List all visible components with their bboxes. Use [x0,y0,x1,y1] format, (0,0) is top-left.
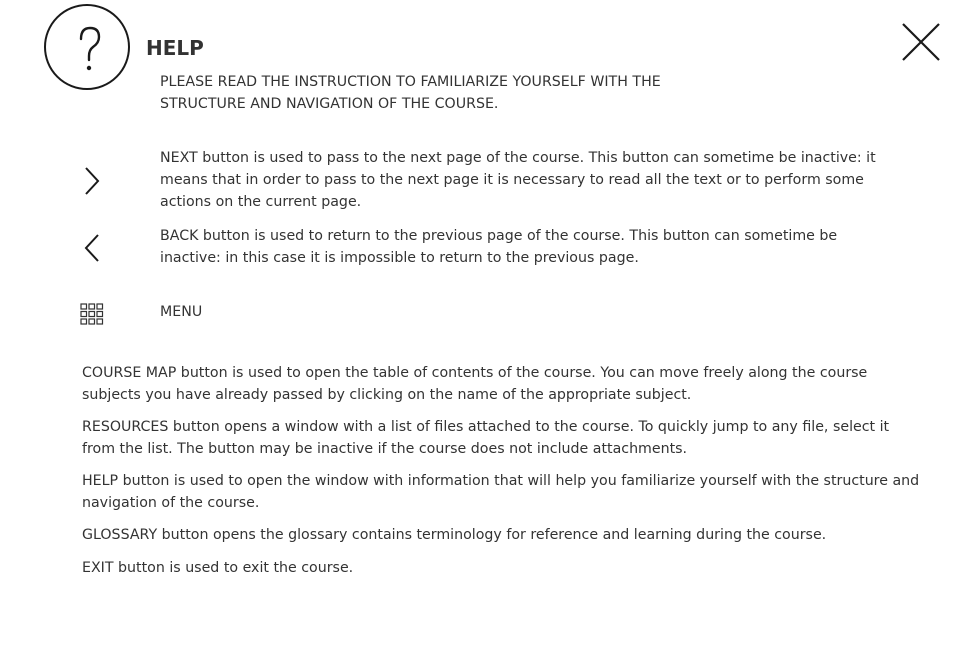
glossary-description: GLOSSARY button opens the glossary contains terminology for reference and learning during the course. [82,527,827,543]
back-button[interactable] [82,233,102,263]
chevron-right-icon[interactable] [82,166,102,196]
chevron-left-icon[interactable] [82,233,102,263]
question-mark-icon [46,6,132,92]
help-icon [44,4,130,90]
next-description: NEXT button is used to pass to the next page of the course. This button can sometime be inactive: it means that in order to pass to the next page it is necessary to read all the text or to perform some actions on the current page. [160,150,876,210]
intro-text: PLEASE READ THE INSTRUCTION TO FAMILIARIZE YOURSELF WITH THE STRUCTURE AND NAVIGATION OF THE COURSE. [160,74,661,112]
dialog-title: HELP [146,36,204,60]
next-button[interactable] [82,166,102,196]
close-icon[interactable] [899,21,943,63]
exit-description: EXIT button is used to exit the course. [82,560,354,576]
grid-menu-icon[interactable] [80,303,104,325]
back-description: BACK button is used to return to the previous page of the course. This button can sometime be inactive: in this case it is impossible to return to the previous page. [160,228,838,266]
menu-label: MENU [160,304,203,320]
close-button[interactable] [899,21,943,63]
resources-description: RESOURCES button opens a window with a list of files attached to the course. To quickly jump to any file, select it from the list. The button may be inactive if the course does not include attachments. [82,419,890,457]
course-map-description: COURSE MAP button is used to open the table of contents of the course. You can move freely along the course subjects you have already passed by clicking on the name of the appropriate subject. [82,365,868,403]
help-description: HELP button is used to open the window with information that will help you familiarize yourself with the structure and navigation of the course. [82,473,920,511]
menu-button[interactable] [80,303,104,325]
